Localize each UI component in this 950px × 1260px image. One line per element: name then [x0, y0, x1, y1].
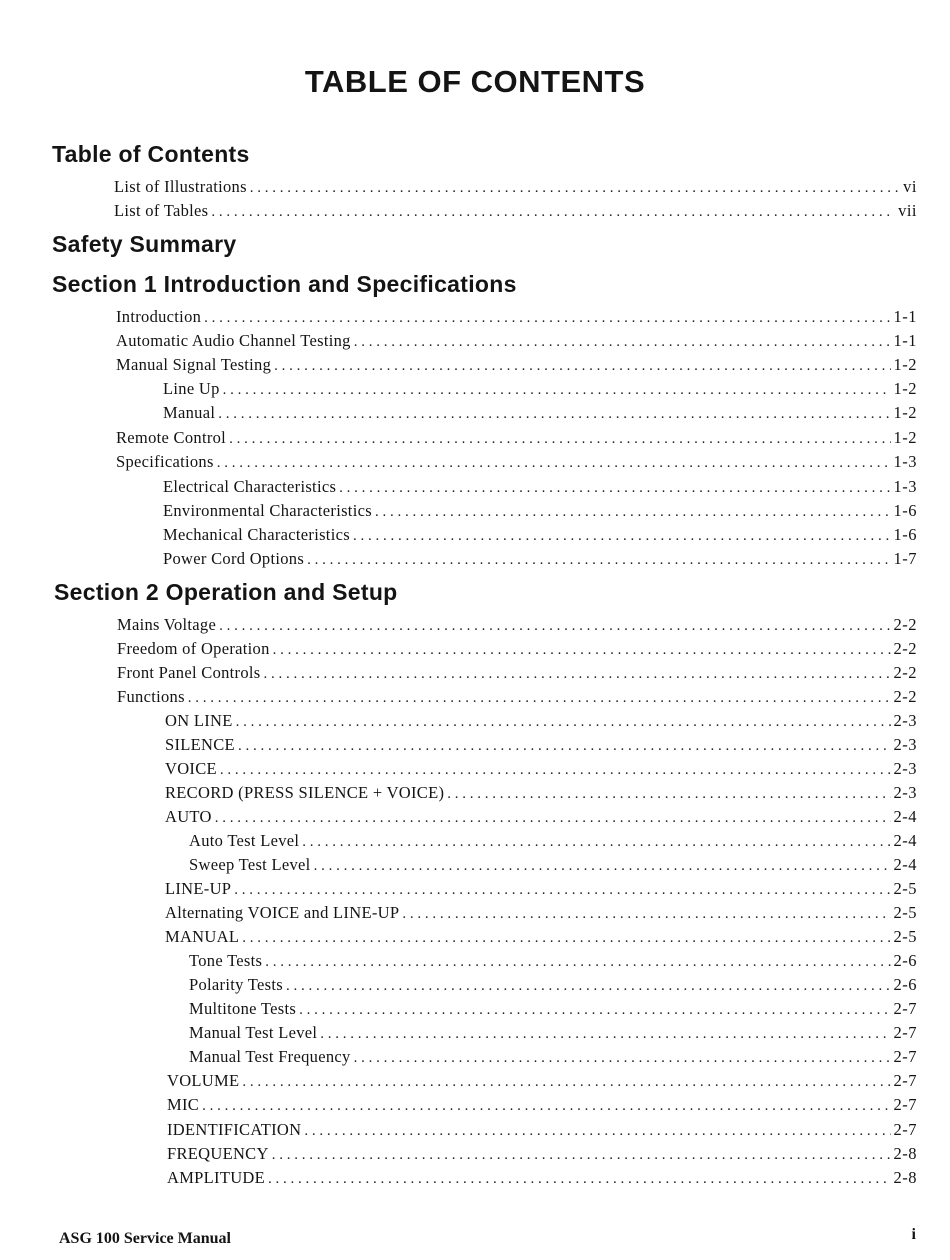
toc-entry-page: 1-2 — [893, 428, 917, 447]
toc-entry-page: 2-2 — [893, 687, 917, 706]
toc-entry-page: 1-6 — [893, 501, 917, 520]
toc-entry-identification[interactable] — [167, 1120, 917, 1142]
toc-entry-label: Electrical Characteristics — [163, 477, 337, 496]
dot-leader — [265, 954, 890, 971]
dot-leader — [242, 1074, 890, 1091]
toc-entry-page: 2-3 — [893, 783, 917, 802]
dot-leader — [238, 738, 891, 755]
toc-entry-label: Environmental Characteristics — [163, 501, 372, 520]
toc-entry-page: 1-6 — [893, 525, 917, 544]
toc-entry-page: 2-5 — [893, 927, 917, 946]
toc-entry-page: 2-3 — [893, 735, 917, 754]
dot-leader — [302, 834, 890, 851]
toc-entry-label: Multitone Tests — [189, 999, 297, 1018]
toc-entry-page: 1-2 — [893, 403, 917, 422]
toc-entry-manual-test-frequency[interactable] — [189, 1047, 917, 1069]
section-heading-section-2[interactable]: Section 2 Operation and Setup — [54, 579, 398, 605]
toc-entry-front-panel-controls[interactable] — [117, 663, 917, 685]
dot-leader — [273, 642, 891, 659]
toc-entry-label: Polarity Tests — [189, 975, 283, 994]
toc-entry-label: List of Tables — [114, 201, 209, 220]
toc-entry-line-up-function[interactable] — [165, 879, 917, 901]
page-title: TABLE OF CONTENTS — [304, 64, 646, 99]
toc-entry-record[interactable] — [165, 783, 917, 805]
toc-entry-label: Manual — [163, 403, 216, 422]
toc-entry-label: Sweep Test Level — [189, 855, 311, 874]
toc-entry-page: 2-7 — [893, 999, 917, 1018]
dot-leader — [353, 528, 891, 545]
footer-page-number: i — [911, 1226, 916, 1243]
toc-entry-line-up[interactable] — [163, 379, 917, 401]
toc-entry-label: Functions — [117, 687, 185, 706]
toc-entry-label: Manual Test Frequency — [189, 1047, 351, 1066]
toc-entry-label: IDENTIFICATION — [167, 1120, 302, 1139]
toc-entry-label: VOLUME — [167, 1071, 240, 1090]
toc-entry-manual-signal-testing[interactable] — [116, 355, 917, 377]
toc-entry-page: 1-7 — [893, 549, 917, 568]
toc-entry-page: vii — [898, 201, 917, 220]
toc-entry-label: Freedom of Operation — [117, 639, 270, 658]
toc-entry-page: 1-3 — [893, 477, 917, 496]
toc-entry-multitone-tests[interactable] — [189, 999, 917, 1021]
dot-leader — [304, 1123, 890, 1140]
toc-entry-page: 1-2 — [893, 355, 917, 374]
toc-entry-auto-test-level[interactable] — [189, 831, 917, 853]
dot-leader — [320, 1026, 890, 1043]
toc-entry-label: Mains Voltage — [117, 615, 217, 634]
toc-entry-label: Automatic Audio Channel Testing — [116, 331, 351, 350]
section-heading-table-of-contents: Table of Contents — [52, 141, 250, 167]
toc-entry-page: 1-3 — [893, 452, 917, 471]
dot-leader — [218, 406, 890, 423]
toc-entry-label: Line Up — [163, 379, 220, 398]
dot-leader — [229, 431, 890, 448]
dot-leader — [188, 690, 891, 707]
toc-entry-page: 1-1 — [893, 331, 917, 350]
toc-entry-label: VOICE — [165, 759, 217, 778]
dot-leader — [268, 1171, 890, 1188]
toc-entry-page: 2-3 — [893, 759, 917, 778]
dot-leader — [211, 204, 895, 221]
toc-entry-label: Remote Control — [116, 428, 227, 447]
toc-entry-label: Mechanical Characteristics — [163, 525, 350, 544]
toc-entry-page: 2-4 — [893, 831, 917, 850]
toc-entry-label: SILENCE — [165, 735, 235, 754]
toc-entry-tone-tests[interactable] — [189, 951, 917, 973]
toc-entry-freedom-of-operation[interactable] — [117, 639, 917, 661]
dot-leader — [264, 666, 891, 683]
dot-leader — [314, 858, 891, 875]
toc-entry-manual-test-level[interactable] — [189, 1023, 917, 1045]
toc-entry-specifications[interactable] — [116, 452, 917, 474]
toc-entry-frequency[interactable] — [167, 1144, 917, 1166]
toc-entry-page: 2-4 — [893, 807, 917, 826]
toc-entry-electrical-characteristics[interactable] — [163, 477, 917, 499]
toc-entry-label: Power Cord Options — [163, 549, 305, 568]
dot-leader — [299, 1002, 890, 1019]
toc-entry-label: Front Panel Controls — [117, 663, 261, 682]
dot-leader — [219, 618, 890, 635]
dot-leader — [286, 978, 891, 995]
dot-leader — [250, 180, 900, 197]
dot-leader — [272, 1147, 891, 1164]
toc-entry-label: ON LINE — [165, 711, 233, 730]
toc-entry-on-line[interactable] — [165, 711, 917, 733]
toc-entry-label: RECORD (PRESS SILENCE + VOICE) — [165, 783, 445, 802]
dot-leader — [202, 1098, 890, 1115]
toc-entry-manual-function[interactable] — [165, 927, 917, 949]
toc-entry-page: 2-7 — [893, 1071, 917, 1090]
toc-entry-label: Manual Signal Testing — [116, 355, 272, 374]
toc-entry-functions[interactable] — [117, 687, 917, 709]
dot-leader — [274, 358, 890, 375]
toc-entry-label: MIC — [167, 1095, 200, 1114]
toc-entry-list-of-illustrations[interactable] — [114, 177, 917, 199]
section-heading-section-1[interactable]: Section 1 Introduction and Specifications — [52, 271, 517, 297]
toc-entry-page: 2-6 — [893, 951, 917, 970]
dot-leader — [339, 480, 890, 497]
dot-leader — [307, 552, 890, 569]
dot-leader — [354, 1050, 891, 1067]
toc-entry-label: Alternating VOICE and LINE-UP — [165, 903, 400, 922]
toc-entry-automatic-audio-channel-testing[interactable] — [116, 331, 917, 353]
toc-entry-label: Specifications — [116, 452, 214, 471]
dot-leader — [234, 882, 890, 899]
toc-entry-label: AMPLITUDE — [167, 1168, 266, 1187]
dot-leader — [220, 762, 891, 779]
toc-entry-mains-voltage[interactable] — [117, 615, 917, 637]
toc-entry-label: Introduction — [116, 307, 202, 326]
toc-entry-page: 2-2 — [893, 639, 917, 658]
toc-entry-page: 2-5 — [893, 879, 917, 898]
toc-entry-label: LINE-UP — [165, 879, 232, 898]
toc-entry-voice[interactable] — [165, 759, 917, 781]
toc-entry-power-cord-options[interactable] — [163, 549, 917, 571]
toc-entry-introduction[interactable] — [116, 307, 917, 329]
dot-leader — [217, 455, 891, 472]
toc-entry-page: 2-6 — [893, 975, 917, 994]
dot-leader — [236, 714, 891, 731]
toc-entry-page: 2-5 — [893, 903, 917, 922]
toc-entry-page: 2-7 — [893, 1095, 917, 1114]
toc-entry-page: 1-1 — [893, 307, 917, 326]
toc-entry-polarity-tests[interactable] — [189, 975, 917, 997]
dot-leader — [242, 930, 890, 947]
toc-entry-alternating-voice-and-line-up[interactable] — [165, 903, 917, 925]
dot-leader — [215, 810, 891, 827]
toc-entry-label: Tone Tests — [189, 951, 263, 970]
toc-entry-page: vi — [903, 177, 917, 196]
toc-entry-page: 2-8 — [893, 1168, 917, 1187]
toc-entry-label: Auto Test Level — [189, 831, 300, 850]
toc-entry-mic[interactable] — [167, 1095, 917, 1117]
toc-entry-page: 2-8 — [893, 1144, 917, 1163]
dot-leader — [223, 382, 891, 399]
toc-entry-volume[interactable] — [167, 1071, 917, 1093]
toc-entry-page: 2-2 — [893, 663, 917, 682]
toc-entry-mechanical-characteristics[interactable] — [163, 525, 917, 547]
toc-entry-page: 2-4 — [893, 855, 917, 874]
toc-entry-label: Manual Test Level — [189, 1023, 318, 1042]
dot-leader — [447, 786, 890, 803]
toc-entry-sweep-test-level[interactable] — [189, 855, 917, 877]
toc-entry-page: 1-2 — [893, 379, 917, 398]
toc-entry-label: FREQUENCY — [167, 1144, 269, 1163]
dot-leader — [204, 310, 890, 327]
toc-entry-auto[interactable] — [165, 807, 917, 829]
toc-entry-page: 2-7 — [893, 1023, 917, 1042]
footer-manual-name: ASG 100 Service Manual — [59, 1230, 231, 1247]
toc-entry-page: 2-2 — [893, 615, 917, 634]
section-heading-safety-summary[interactable]: Safety Summary — [52, 231, 237, 257]
toc-entry-page: 2-7 — [893, 1047, 917, 1066]
toc-entry-remote-control[interactable] — [116, 428, 917, 450]
toc-entry-label: MANUAL — [165, 927, 240, 946]
toc-entry-list-of-tables[interactable] — [114, 201, 917, 223]
dot-leader — [375, 504, 891, 521]
toc-entry-page: 2-3 — [893, 711, 917, 730]
dot-leader — [402, 906, 890, 923]
toc-entry-manual[interactable] — [163, 403, 917, 425]
toc-entry-silence[interactable] — [165, 735, 917, 757]
toc-entry-page: 2-7 — [893, 1120, 917, 1139]
toc-entry-label: List of Illustrations — [114, 177, 247, 196]
dot-leader — [354, 334, 891, 351]
toc-entry-environmental-characteristics[interactable] — [163, 501, 917, 523]
toc-entry-amplitude[interactable] — [167, 1168, 917, 1190]
toc-entry-label: AUTO — [165, 807, 212, 826]
